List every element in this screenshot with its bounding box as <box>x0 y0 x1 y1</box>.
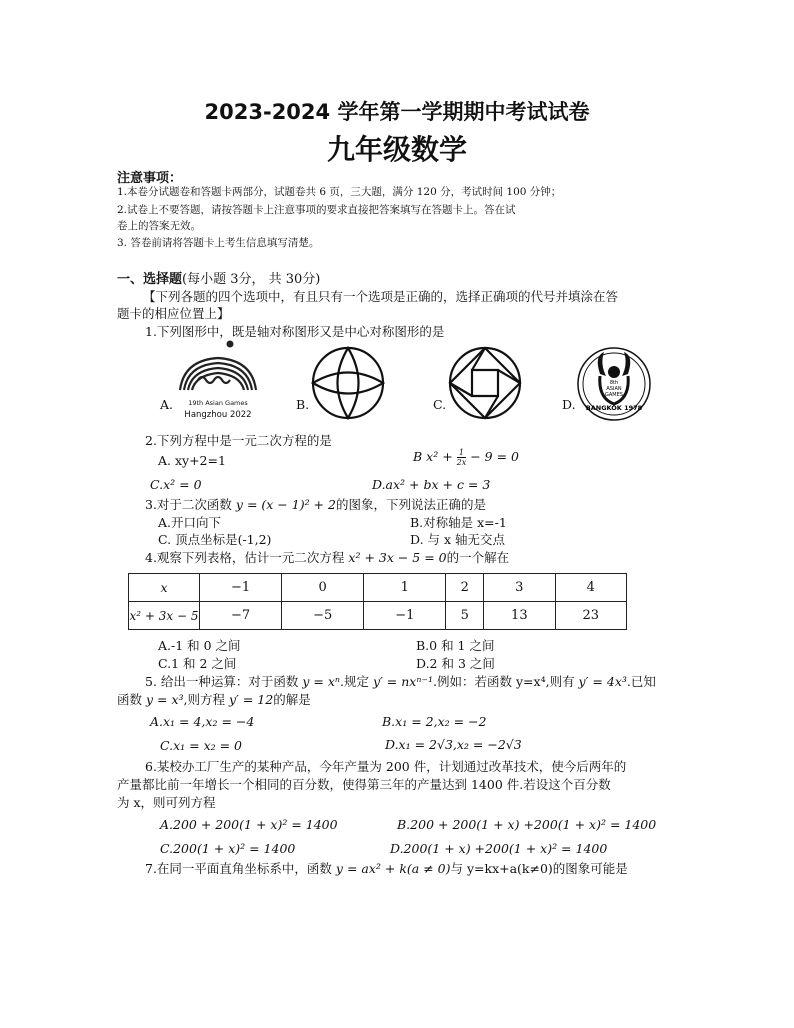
q4-stem-post: 的一个解在 <box>446 550 510 565</box>
q4-option-b: B.0 和 1 之间 <box>416 638 495 653</box>
section-title: 一、选择题 <box>117 272 183 287</box>
section-score: (每小题 3分， 共 30分) <box>182 272 321 287</box>
table-cell: 5 <box>446 602 484 630</box>
logo-d-text-1: 8th <box>609 380 619 386</box>
logo-a-text-1: 19th Asian Games <box>188 399 248 407</box>
table-cell: 4 <box>555 574 626 602</box>
q3-option-a: A.开口向下 <box>158 515 222 530</box>
notice-line-1: 1.本卷分试题卷和答题卡两部分，试题卷共 6 页，三大题，满分 120 分，考试时间 100 分钟； <box>117 186 562 198</box>
exam-title: 2023-2024 学年第一学期期中考试试卷 <box>204 100 590 124</box>
q2-b-fraction <box>457 448 467 467</box>
q2-b-num: 1 <box>457 448 467 458</box>
q7-stem: 7.在同一平面直角坐标系中，函数 y = ax² + k(a ≠ 0)与 y=kx+a(k≠0)的图象可能是 <box>145 861 628 876</box>
rotated-square-circle-figure <box>448 346 522 420</box>
q6-line-3: 为 x，则可列方程 <box>117 795 216 810</box>
q3-stem-math: y = (x − 1)² + 2 <box>235 497 336 512</box>
table-cell: −1 <box>200 574 282 602</box>
table-head-expr: x² + 3x − 5 <box>129 602 200 630</box>
q2-b-den: 2x <box>456 458 467 467</box>
table-row <box>129 574 627 602</box>
q2-stem: 2.下列方程中是一元二次方程的是 <box>145 433 332 448</box>
table-head-x: x <box>129 574 200 602</box>
q3-option-d: D. 与 x 轴无交点 <box>410 532 506 547</box>
notice-line-2: 2.试卷上不要答题，请按答题卡上注意事项的要求直接把答案填写在答题卡上。答在试 <box>117 204 516 216</box>
q1-label-b: B. <box>296 397 310 412</box>
q4-stem <box>145 548 509 566</box>
q2-option-d: D.ax² + bx + c = 3 <box>372 477 491 492</box>
logo-d-text-2: ASIAN <box>606 386 622 392</box>
q4-stem-pre: 4.观察下列表格，估计一元二次方程 <box>145 550 349 565</box>
q2-option-b <box>413 448 519 467</box>
section-heading <box>117 268 320 287</box>
q5-option-b: B.x₁ = 2,x₂ = −2 <box>382 714 487 729</box>
table-cell: −1 <box>364 602 446 630</box>
q3-option-b: B.对称轴是 x=-1 <box>410 515 507 530</box>
exam-subtitle: 九年级数学 <box>326 133 467 166</box>
bangkok-asian-games-logo <box>576 346 652 422</box>
table-cell: 3 <box>484 574 555 602</box>
q5-option-c: C.x₁ = x₂ = 0 <box>160 738 243 753</box>
notice-line-3: 卷上的答案无效。 <box>117 220 201 232</box>
four-petal-circle-figure <box>311 346 385 420</box>
table-cell: 2 <box>446 574 484 602</box>
q6-option-a: A.200 + 200(1 + x)² = 1400 <box>160 817 338 832</box>
q6-line-2: 产量都比前一年增长一个相同的百分数，使得第三年的产量达到 1400 件.若设这个百分数 <box>117 777 611 792</box>
q3-stem-post: 的图象，下列说法正确的是 <box>335 497 486 512</box>
q5-option-a: A.x₁ = 4,x₂ = −4 <box>150 714 255 729</box>
table-cell: 23 <box>555 602 626 630</box>
table-cell: 13 <box>484 602 555 630</box>
q5-line-1: 5. 给出一种运算：对于函数 y = xⁿ.规定 y′ = nxⁿ⁻¹.例如：若函数 y=x⁴,则有 y′ = 4x³.已知 <box>145 674 656 689</box>
table-cell: 1 <box>364 574 446 602</box>
q6-option-c: C.200(1 + x)² = 1400 <box>160 841 296 856</box>
table-cell: −5 <box>282 602 364 630</box>
q5-line-2: 函数 y = x³,则方程 y′ = 12的解是 <box>117 692 311 707</box>
q2-b-pre: B x² + <box>413 449 457 464</box>
table-cell: −7 <box>200 602 282 630</box>
section-instruction-2: 题卡的相应位置上】 <box>117 306 230 321</box>
logo-d-text-4: BANGKOK 1978 <box>585 404 643 412</box>
table-row <box>129 602 627 630</box>
q6-line-1: 6.某校办工厂生产的某种产品，今年产量为 200 件，计划通过改革技术，使今后两年的 <box>145 759 627 774</box>
q1-label-a: A. <box>160 397 174 412</box>
table-cell: 0 <box>282 574 364 602</box>
q3-stem-pre: 3.对于二次函数 <box>145 497 236 512</box>
q1-stem: 1.下列图形中，既是轴对称图形又是中心对称图形的是 <box>145 324 445 339</box>
q4-option-a: A.-1 和 0 之间 <box>158 638 241 653</box>
q4-option-d: D.2 和 3 之间 <box>416 656 495 671</box>
q2-option-c: C.x² = 0 <box>150 477 202 492</box>
logo-sun-dot <box>227 341 234 348</box>
q5-option-d: D.x₁ = 2√3,x₂ = −2√3 <box>385 737 522 752</box>
q4-stem-math: x² + 3x − 5 = 0 <box>348 550 447 565</box>
hangzhou-asian-games-logo <box>172 338 262 423</box>
q1-label-c: C. <box>433 397 447 412</box>
values-table <box>128 573 627 630</box>
q2-option-a: A. xy+2=1 <box>158 453 226 468</box>
q6-option-b: B.200 + 200(1 + x) +200(1 + x)² = 1400 <box>397 817 657 832</box>
q4-option-c: C.1 和 2 之间 <box>158 656 237 671</box>
logo-d-text-3: GAMES <box>605 392 623 398</box>
q3-stem <box>145 495 486 513</box>
q3-option-c: C. 顶点坐标是(-1,2) <box>158 532 272 547</box>
q6-option-d: D.200(1 + x) +200(1 + x)² = 1400 <box>390 841 608 856</box>
logo-a-text-2: Hangzhou 2022 <box>184 410 252 420</box>
q2-b-post: − 9 = 0 <box>466 449 519 464</box>
section-instruction-1: 【下列各题的四个选项中，有且只有一个选项是正确的，选择正确项的代号并填涂在答 <box>143 289 619 304</box>
notice-title: 注意事项： <box>117 171 183 186</box>
notice-line-4: 3. 答卷前请将答题卡上考生信息填写清楚。 <box>117 237 320 249</box>
q1-label-d: D. <box>562 397 576 412</box>
